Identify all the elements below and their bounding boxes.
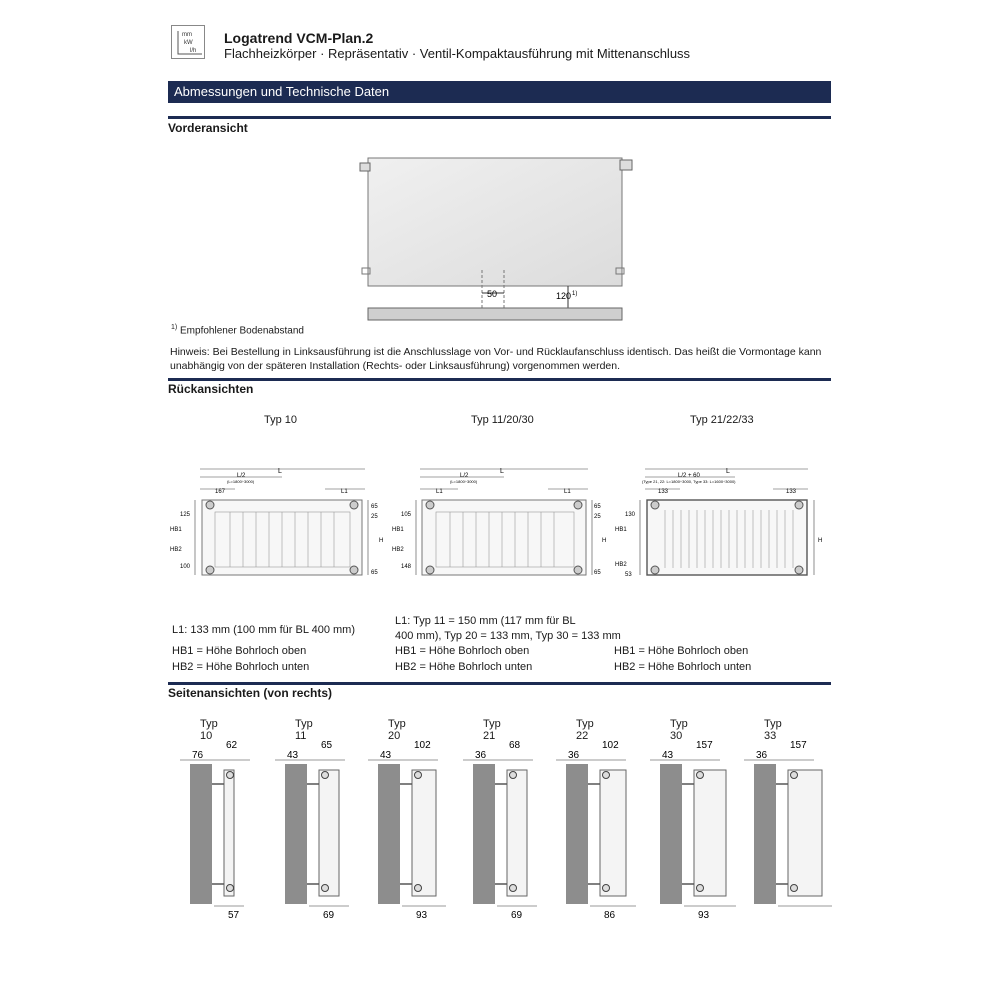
radiator-panel	[368, 158, 622, 286]
rear3-hb1: HB1	[615, 527, 627, 533]
dim-top-label: 157	[790, 740, 807, 751]
hint-note: Hinweis: Bei Bestellung in Linksausführung ist die Anschlusslage von Vor- und Rücklaufanschluss identisch. Das heißt die Vormontage kann unabhängig von der späteren Installation (Rechts- oder Linksausführung) vorgenommen werden.	[170, 346, 822, 372]
legend-col2-L1-line1: L1: Typ 11 = 150 mm (117 mm für BL	[395, 615, 576, 627]
rear3-dim-133b: 133	[786, 489, 797, 495]
units-logo-icon	[172, 26, 206, 60]
dim-top-label: 68	[509, 740, 521, 751]
rear1-hb2: HB2	[170, 547, 182, 553]
radiator-profile	[319, 770, 339, 896]
dim-bottom-label: 69	[323, 910, 335, 921]
wall	[754, 764, 776, 904]
legend-col1-hb1: HB1 = Höhe Bohrloch oben	[172, 645, 307, 657]
rear2-dim-half-note: (L=1800÷3000)	[450, 479, 478, 484]
logo-kw: kW	[184, 40, 193, 46]
dim-bottom-label: 93	[698, 910, 710, 921]
rear-type-11-label: Typ 11/20/30	[471, 414, 534, 426]
side-view-drawing	[650, 734, 740, 934]
rear2-dim-L1b: L1	[564, 489, 571, 495]
rear2-H: H	[602, 538, 607, 544]
footnote-mark: 1)	[171, 324, 178, 331]
wall	[378, 764, 400, 904]
rule-rear	[168, 378, 831, 381]
rear2-right-25: 25	[594, 514, 601, 520]
rear-view-heading: Rückansichten	[168, 382, 254, 396]
legend-col1-L1: L1: 133 mm (100 mm für BL 400 mm)	[172, 624, 355, 636]
wall	[660, 764, 682, 904]
dim-bottom-label: 93	[416, 910, 428, 921]
footnote	[171, 324, 304, 336]
side-view-label: Typ 11	[295, 718, 313, 742]
side-view-drawing	[368, 734, 458, 934]
rule-side	[168, 682, 831, 685]
radiator-profile	[694, 770, 726, 896]
rear1-right-bot: 65	[371, 570, 378, 576]
rear1-left-top: 125	[180, 512, 191, 518]
wall	[190, 764, 212, 904]
pipe-bottom	[697, 885, 704, 892]
dim-120-label: 120	[556, 291, 572, 301]
dim-top-label: 157	[696, 740, 713, 751]
legend-col2-hb1: HB1 = Höhe Bohrloch oben	[395, 645, 530, 657]
rear1-dim-L: L	[278, 468, 282, 475]
pipe-top	[322, 772, 329, 779]
rear2-dim-L1a: L1	[436, 489, 443, 495]
rear-type-10-label: Typ 10	[264, 414, 298, 426]
pipe-top	[510, 772, 517, 779]
pipe-top	[697, 772, 704, 779]
rear2-dim-L: L	[500, 468, 504, 475]
side-view-drawing	[556, 734, 646, 934]
rear3-dim-half: L/2 + 60	[678, 473, 700, 479]
rear3-left-top: 130	[625, 512, 636, 518]
legend-col2-L1-line2: 400 mm), Typ 20 = 133 mm, Typ 30 = 133 mm	[395, 630, 621, 642]
wall	[285, 764, 307, 904]
front-view-heading: Vorderansicht	[168, 121, 248, 135]
wall	[473, 764, 495, 904]
logo-mm: mm	[182, 32, 192, 38]
dim-left-label: 76	[192, 750, 204, 761]
rear3-dim-half-note: (Type 21, 22: L=1800÷3000, Type 33: L=1600÷3000)	[642, 479, 736, 484]
rear2-right-bot: 65	[594, 570, 601, 576]
dim-top-label: 65	[321, 740, 333, 751]
rear-type-21-label: Typ 21/22/33	[690, 414, 754, 426]
dim-top-label: 102	[602, 740, 619, 751]
rear1-H: H	[379, 538, 384, 544]
side-view-heading: Seitenansichten (von rechts)	[168, 686, 333, 700]
rear1-right-top: 65	[371, 504, 378, 510]
side-view-drawing	[463, 734, 553, 934]
rear-view-type-11	[388, 460, 608, 590]
rear3-H: H	[818, 538, 823, 544]
rear3-hb2: HB2	[615, 562, 627, 568]
rear1-right-25: 25	[371, 514, 378, 520]
rear1-hb1: HB1	[170, 527, 182, 533]
side-view-drawing	[275, 734, 365, 934]
product-subtitle: Flachheizkörper · Repräsentativ · Ventil-Kompaktausführung mit Mittenanschluss	[224, 46, 691, 61]
side-view-label: Typ 21	[483, 718, 501, 742]
legend-col2-hb2: HB2 = Höhe Bohrloch unten	[395, 661, 533, 673]
footnote-text: Empfohlener Bodenabstand	[180, 325, 304, 337]
side-view-drawing	[744, 734, 834, 934]
rear2-panel	[422, 500, 586, 575]
pipe-top	[415, 772, 422, 779]
side-view-label: Typ 10	[200, 718, 218, 742]
radiator-profile	[788, 770, 822, 896]
pipe-bottom	[791, 885, 798, 892]
rear3-dim-133a: 133	[658, 489, 669, 495]
dim-left-label: 36	[756, 750, 768, 761]
rear1-dim-167: 167	[215, 489, 226, 495]
side-view-label: Typ 33	[764, 718, 782, 742]
rear-view-type-10	[165, 460, 385, 590]
rear2-hb1: HB1	[392, 527, 404, 533]
rear3-dim-L: L	[726, 468, 730, 475]
pipe-bottom	[227, 885, 234, 892]
rear1-dim-half: L/2	[237, 473, 246, 479]
dim-bottom-label: 57	[228, 910, 240, 921]
rear1-dim-L1: L1	[341, 489, 348, 495]
rear2-right-top: 65	[594, 504, 601, 510]
radiator-profile	[600, 770, 626, 896]
radiator-profile	[412, 770, 436, 896]
pipe-bottom	[322, 885, 329, 892]
rear1-dim-half-note: (L=1800÷3000)	[227, 479, 255, 484]
rear2-hb2: HB2	[392, 547, 404, 553]
rear3-panel	[647, 500, 807, 575]
dim-top-label: 102	[414, 740, 431, 751]
side-view-label: Typ 20	[388, 718, 406, 742]
legend-col3-hb1: HB1 = Höhe Bohrloch oben	[614, 645, 749, 657]
rear3-left-bot: 53	[625, 572, 632, 578]
front-view-drawing	[350, 150, 640, 330]
product-title: Logatrend VCM-Plan.2	[224, 30, 374, 46]
floor	[368, 308, 622, 320]
radiator-profile	[507, 770, 527, 896]
dim-bottom-label: 69	[511, 910, 523, 921]
legend-col1-hb2: HB2 = Höhe Bohrloch unten	[172, 661, 310, 673]
section-banner: Abmessungen und Technische Daten	[168, 81, 831, 103]
legend-col3-hb2: HB2 = Höhe Bohrloch unten	[614, 661, 752, 673]
dim-left-label: 43	[287, 750, 299, 761]
dim-50-label: 50	[487, 289, 498, 299]
rear-view-type-21	[610, 460, 830, 590]
side-view-label: Typ 30	[670, 718, 688, 742]
rear2-left-top: 105	[401, 512, 412, 518]
logo-lh: l/h	[190, 48, 197, 54]
pipe-bottom	[415, 885, 422, 892]
pipe-bottom	[603, 885, 610, 892]
pipe-bottom	[510, 885, 517, 892]
dim-left-label: 43	[380, 750, 392, 761]
side-view-label: Typ 22	[576, 718, 594, 742]
pipe-top	[227, 772, 234, 779]
rule-front	[168, 116, 831, 119]
rear2-dim-half: L/2	[460, 473, 469, 479]
units-logo	[171, 25, 205, 59]
dim-120-footnote: 1)	[572, 291, 578, 297]
dim-bottom-label: 86	[604, 910, 616, 921]
dim-left-label: 36	[568, 750, 580, 761]
side-view-drawing	[180, 734, 270, 934]
dim-left-label: 43	[662, 750, 674, 761]
pipe-top	[603, 772, 610, 779]
rear2-left-bot: 148	[401, 564, 412, 570]
wall	[566, 764, 588, 904]
rear1-left-bot: 100	[180, 564, 191, 570]
vent-left	[360, 163, 370, 171]
valve-right	[620, 160, 632, 170]
radiator-profile	[224, 770, 234, 896]
dim-top-label: 62	[226, 740, 238, 751]
dim-left-label: 36	[475, 750, 487, 761]
pipe-top	[791, 772, 798, 779]
